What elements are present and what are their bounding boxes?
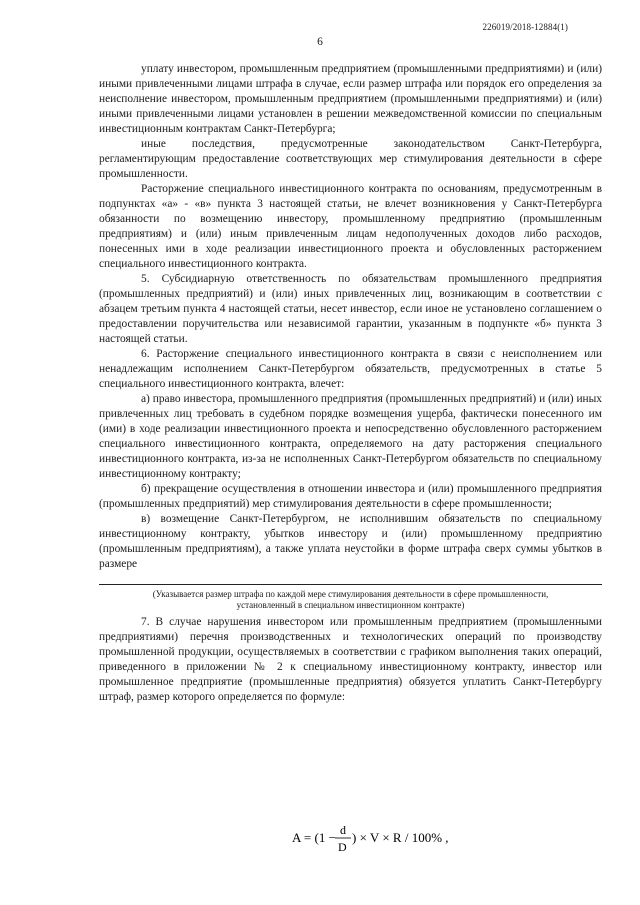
document-id: 226019/2018-12884(1) [482, 22, 568, 32]
paragraph: б) прекращение осуществления в отношении инвестора и (или) промышленного предприятия (промышленных предприятий) мер стимулирования деятельности в сфере промышленности; [99, 483, 602, 510]
formula-rhs: ) × V × R / 100% , [352, 830, 449, 845]
footnote: (Указывается размер штрафа по каждой мере стимулирования деятельности в сфере промышленности, установленный в специальном инвестиционном контракте) [152, 589, 549, 610]
formula [0, 818, 640, 858]
paragraph: иные последствия, предусмотренные законодательством Санкт-Петербурга, регламентирующим предоставление соответствующих мер стимулирования деятельности в сфере промышленности. [99, 138, 602, 180]
paragraph-7: 7. В случае нарушения инвестором или промышленным предприятием (промышленными предприятиями) перечня производственных и технологических операций по производству промышленной продукции, осуществляемых в соответствии с графиком выполнения таких операций, приведенного в приложении № 2 к специальному инвестиционному контракту, инвестор или промышленное предприятие (промышленные предприятия) обязуется уплатить Санкт-Петербургу штраф, размер которого определяется по формуле: [99, 616, 602, 703]
paragraph: Расторжение специального инвестиционного контракта по основаниям, предусмотренным в подпунктах «а» - «в» пункта 3 настоящей статьи, не влечет возникновения у Санкт-Петербурга обязанности по возмещению инвестору, промышленному предприятию (промышленным предприятиям) и (или) иным привлеченным лицам недополученных доходов либо расходов, понесенных ими в ходе реализации инвестиционного проекта и обусловленных расторжением специального инвестиционного контракта. [99, 183, 602, 270]
document-body [99, 62, 602, 705]
page-number: 6 [317, 36, 323, 48]
formula-denominator: D [338, 840, 347, 854]
paragraph: в) возмещение Санкт-Петербургом, не исполнившим обязательств по специальному инвестиционному контракту, убытков инвестору и (или) промышленному предприятию (промышленным предприятиям), а также уплата неустойки в форме штрафа сверх суммы убытков в размере [99, 513, 602, 570]
paragraph: 5. Субсидиарную ответственность по обязательствам промышленного предприятия (промышленных предприятий) и (или) иных привлеченных лиц, возникающим в соответствии с абзацем третьим пункта 4 настоящей статьи, несет инвестор, если иное не установлено соглашением о предоставлении поручительства или независимой гарантии, указанным в подпункте «б» пункта 3 настоящей статьи. [99, 273, 602, 345]
paragraph: уплату инвестором, промышленным предприятием (промышленными предприятиями) и (или) иными привлеченными лицами штрафа в случае, если размер штрафа или порядок его определения за неисполнение инвестором, промышленным предприятием (промышленными предприятиями) и (или) иными привлеченными лицами установлен в решении межведомственной комиссии по специальным инвестиционным контрактам Санкт-Петербурга; [99, 63, 602, 135]
fill-in-blank-line [99, 584, 602, 585]
formula-lhs: A = (1 − [292, 830, 336, 845]
paragraph: 6. Расторжение специального инвестиционного контракта в связи с неисполнением или ненадлежащим исполнением Санкт-Петербургом обязательств, предусмотренных в статье 5 специального инвестиционного контракта, влечет: [99, 348, 602, 390]
paragraph: а) право инвестора, промышленного предприятия (промышленных предприятий) и (или) иных привлеченных лиц требовать в судебном порядке возмещения ущерба, фактически понесенного им (ими) в ходе реализации инвестиционного проекта и непосредственно обусловленного расторжением специального инвестиционного контракта, определяемого на дату расторжения специального инвестиционного контракта, из-за не исполненных Санкт-Петербургом обязательств по специальному инвестиционному контракту; [99, 393, 602, 480]
formula-numerator: d [340, 823, 346, 837]
